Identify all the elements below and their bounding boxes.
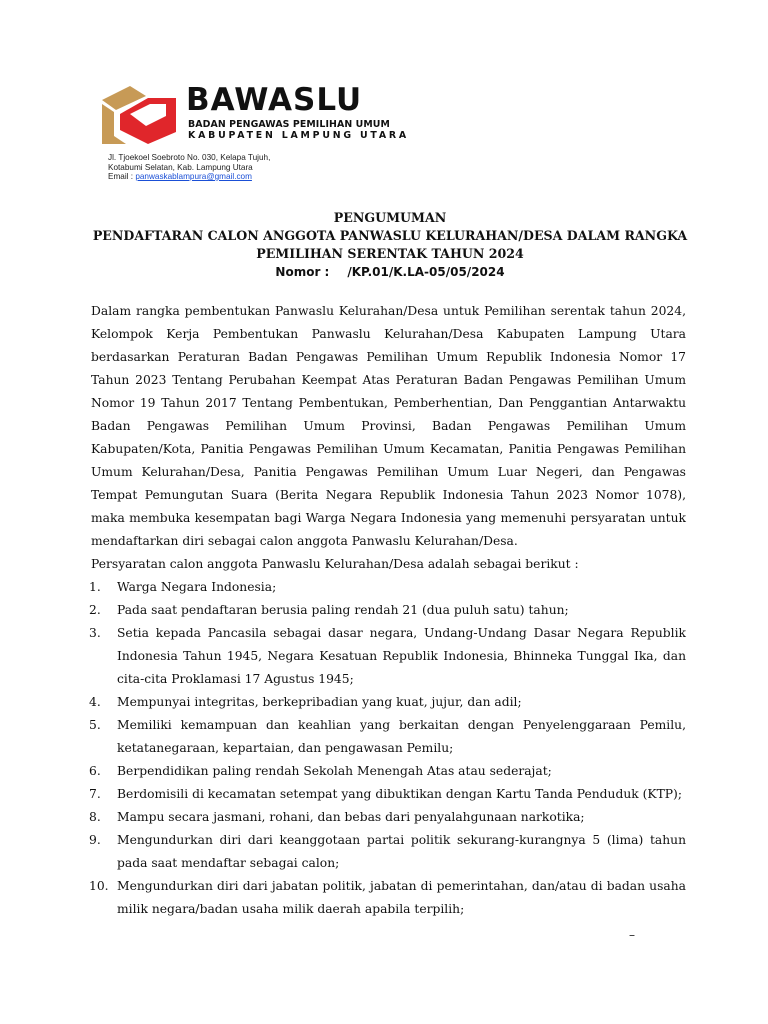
address-line-1: Jl. Tjoekoel Soebroto No. 030, Kelapa Tujuh, — [108, 153, 271, 162]
list-text: Setia kepada Pancasila sebagai dasar negara, Undang-Undang Dasar Negara Republik Indonesia Tahun 1945, Negara Kesatuan Republik Indonesia, Bhinneka Tunggal Ika, dan cita-cita Proklamasi 17 Agustus 1945; — [117, 626, 686, 686]
office-address — [108, 153, 270, 182]
document-number — [60, 263, 720, 281]
requirements-intro: Persyaratan calon anggota Panwaslu Kelurahan/Desa adalah sebagai berikut : — [91, 557, 579, 571]
nomor-label: Nomor : — [275, 265, 330, 279]
list-text: Mengundurkan diri dari keanggotaan partai politik sekurang-kurangnya 5 (lima) tahun pada saat mendaftar sebagai calon; — [117, 833, 686, 870]
list-number: 6. — [89, 764, 101, 778]
list-text: Berpendidikan paling rendah Sekolah Menengah Atas atau sederajat; — [117, 764, 552, 778]
announcement-subject-cont: PEMILIHAN SERENTAK TAHUN 2024 — [256, 246, 524, 261]
brand-subtitle: BADAN PENGAWAS PEMILIHAN UMUM — [188, 119, 390, 130]
bawaslu-emblem-icon — [100, 84, 180, 146]
list-number: 4. — [89, 695, 101, 709]
announcement-body — [91, 300, 686, 921]
list-item — [91, 783, 686, 806]
list-number: 2. — [89, 603, 101, 617]
list-text: Mempunyai integritas, berkepribadian yang kuat, jujur, dan adil; — [117, 695, 522, 709]
list-number: 10. — [89, 879, 109, 893]
bawaslu-logo — [100, 84, 410, 146]
list-item — [91, 829, 686, 875]
intro-paragraph: Dalam rangka pembentukan Panwaslu Kelurahan/Desa untuk Pemilihan serentak tahun 2024, Kelompok Kerja Pembentukan Panwaslu Kelurahan/Desa Kabupaten Lampung Utara berdasarkan Peraturan Badan Pengawas Pemilihan Umum Republik Indonesia Nomor 17 Tahun 2023 Tentang Perubahan Keempat Atas Peraturan Badan Pengawas Pemilihan Umum Nomor 19 Tahun 2017 Tentang Pembentukan, Pemberhentian, Dan Penggantian Antarwaktu Badan Pengawas Pemilihan Umum Provinsi, Badan Pengawas Pemilihan Umum Kabupaten/Kota, Panitia Pengawas Pemilihan Umum Kecamatan, Panitia Pengawas Pemilihan Umum Kelurahan/Desa, Panitia Pengawas Pemilihan Umum Luar Negeri, dan Pengawas Tempat Pemungutan Suara (Berita Negara Republik Indonesia Tahun 2023 Nomor 1078), maka membuka kesempatan bagi Warga Negara Indonesia yang memenuhi persyaratan untuk mendaftarkan diri sebagai calon anggota Panwaslu Kelurahan/Desa. — [91, 304, 686, 548]
list-number: 7. — [89, 787, 101, 801]
email-label: Email : — [108, 172, 136, 181]
list-item — [91, 760, 686, 783]
list-text: Mengundurkan diri dari jabatan politik, jabatan di pemerintahan, dan/atau di badan usaha milik negara/badan usaha milik daerah apabila terpilih; — [117, 879, 686, 916]
trailing-dash: – — [629, 928, 635, 942]
list-item — [91, 714, 686, 760]
list-item — [91, 599, 686, 622]
nomor-value: /KP.01/K.LA-05/05/2024 — [347, 265, 505, 279]
list-item — [91, 875, 686, 921]
email-line — [108, 172, 270, 182]
list-item — [91, 691, 686, 714]
list-text: Berdomisili di kecamatan setempat yang dibuktikan dengan Kartu Tanda Penduduk (KTP); — [117, 787, 683, 801]
list-text: Mampu secara jasmani, rohani, dan bebas dari penyalahgunaan narkotika; — [117, 810, 585, 824]
announcement-subject: PENDAFTARAN CALON ANGGOTA PANWASLU KELURAHAN/DESA DALAM RANGKA — [92, 228, 688, 243]
brand-region: KABUPATEN LAMPUNG UTARA — [188, 130, 409, 141]
list-item — [91, 806, 686, 829]
list-number: 1. — [89, 580, 101, 594]
list-text: Warga Negara Indonesia; — [117, 580, 277, 594]
announcement-title: PENGUMUMAN — [333, 210, 447, 225]
list-number: 3. — [89, 626, 101, 640]
list-text: Pada saat pendaftaran berusia paling rendah 21 (dua puluh satu) tahun; — [117, 603, 569, 617]
list-number: 5. — [89, 718, 101, 732]
list-item — [91, 576, 686, 599]
list-number: 9. — [89, 833, 101, 847]
requirements-list — [91, 576, 686, 921]
email-link[interactable]: panwaskablampura@gmail.com — [135, 172, 252, 181]
list-item — [91, 622, 686, 691]
list-text: Memiliki kemampuan dan keahlian yang berkaitan dengan Penyelenggaraan Pemilu, ketatanegaraan, kepartaian, dan pengawasan Pemilu; — [117, 718, 686, 755]
announcement-heading — [60, 209, 720, 281]
address-line-2: Kotabumi Selatan, Kab. Lampung Utara — [108, 162, 253, 172]
list-number: 8. — [89, 810, 101, 824]
brand-name: BAWASLU — [186, 82, 363, 118]
